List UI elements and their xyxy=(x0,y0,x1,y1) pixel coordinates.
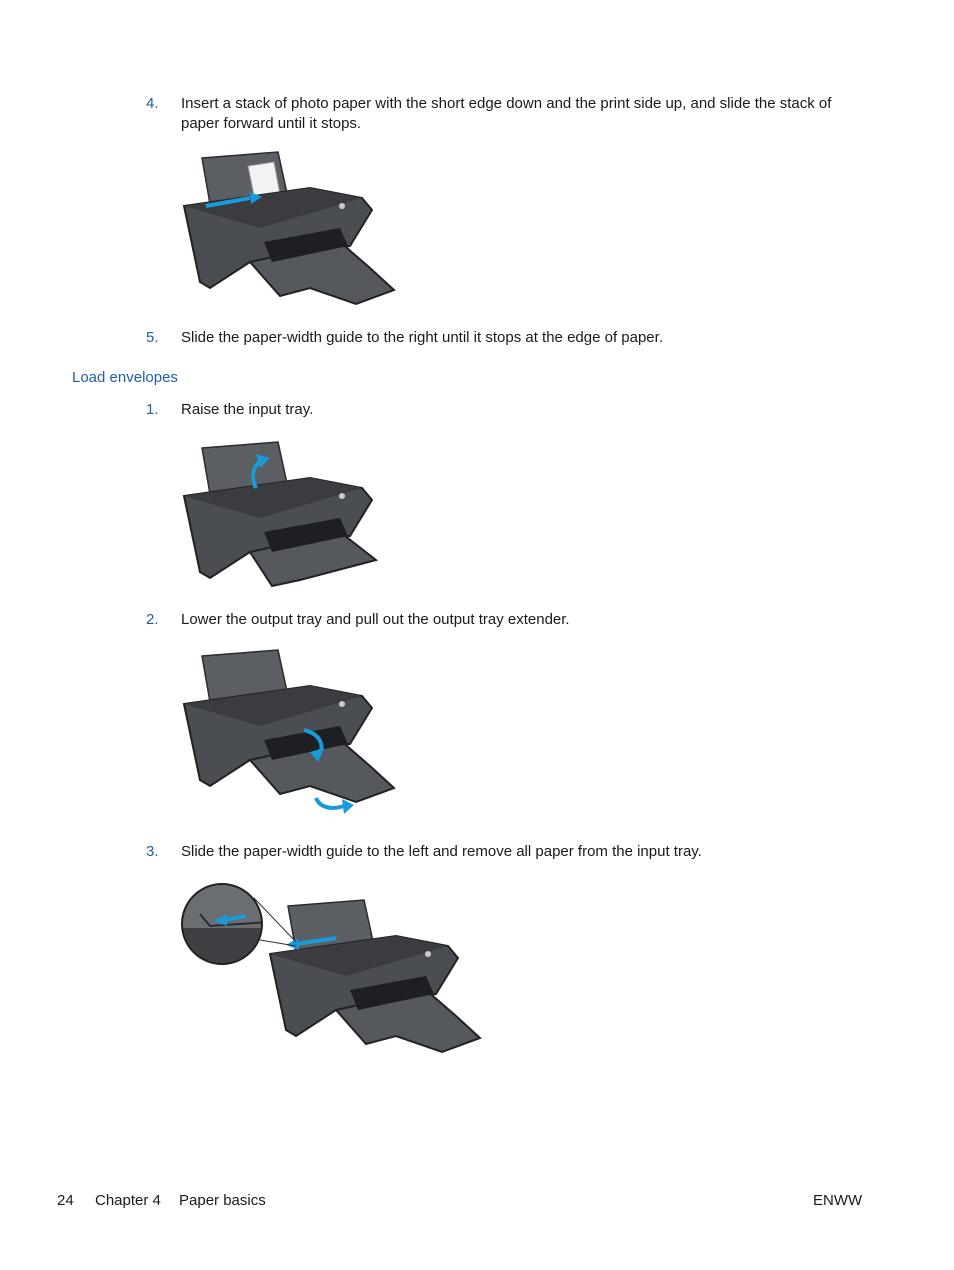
step-number: 3. xyxy=(146,843,159,860)
footer-locale-code: ENWW xyxy=(813,1192,863,1209)
step-text: Raise the input tray. xyxy=(181,401,314,418)
footer-chapter-title: Paper basics xyxy=(179,1192,266,1209)
step-number: 1. xyxy=(146,401,159,418)
footer-page-number: 24 xyxy=(57,1192,74,1209)
printer-slide-guide-left-illustration xyxy=(180,878,485,1056)
footer-chapter: Chapter 4 xyxy=(95,1192,161,1209)
step-number: 4. xyxy=(146,95,159,112)
step-number: 5. xyxy=(146,329,159,346)
printer-raise-input-tray-illustration xyxy=(180,440,380,592)
step-text: Slide the paper-width guide to the left and remove all paper from the input tray. xyxy=(181,843,702,860)
step-number: 2. xyxy=(146,611,159,628)
section-heading: Load envelopes xyxy=(72,369,178,386)
printer-load-photo-paper-illustration xyxy=(180,150,400,310)
step-text: Slide the paper-width guide to the right until it stops at the edge of paper. xyxy=(181,329,663,346)
step-text: Lower the output tray and pull out the output tray extender. xyxy=(181,611,570,628)
printer-lower-output-tray-illustration xyxy=(180,648,400,823)
step-text: Insert a stack of photo paper with the short edge down and the print side up, and slide the stack of paper forward until it stops. xyxy=(181,95,832,132)
